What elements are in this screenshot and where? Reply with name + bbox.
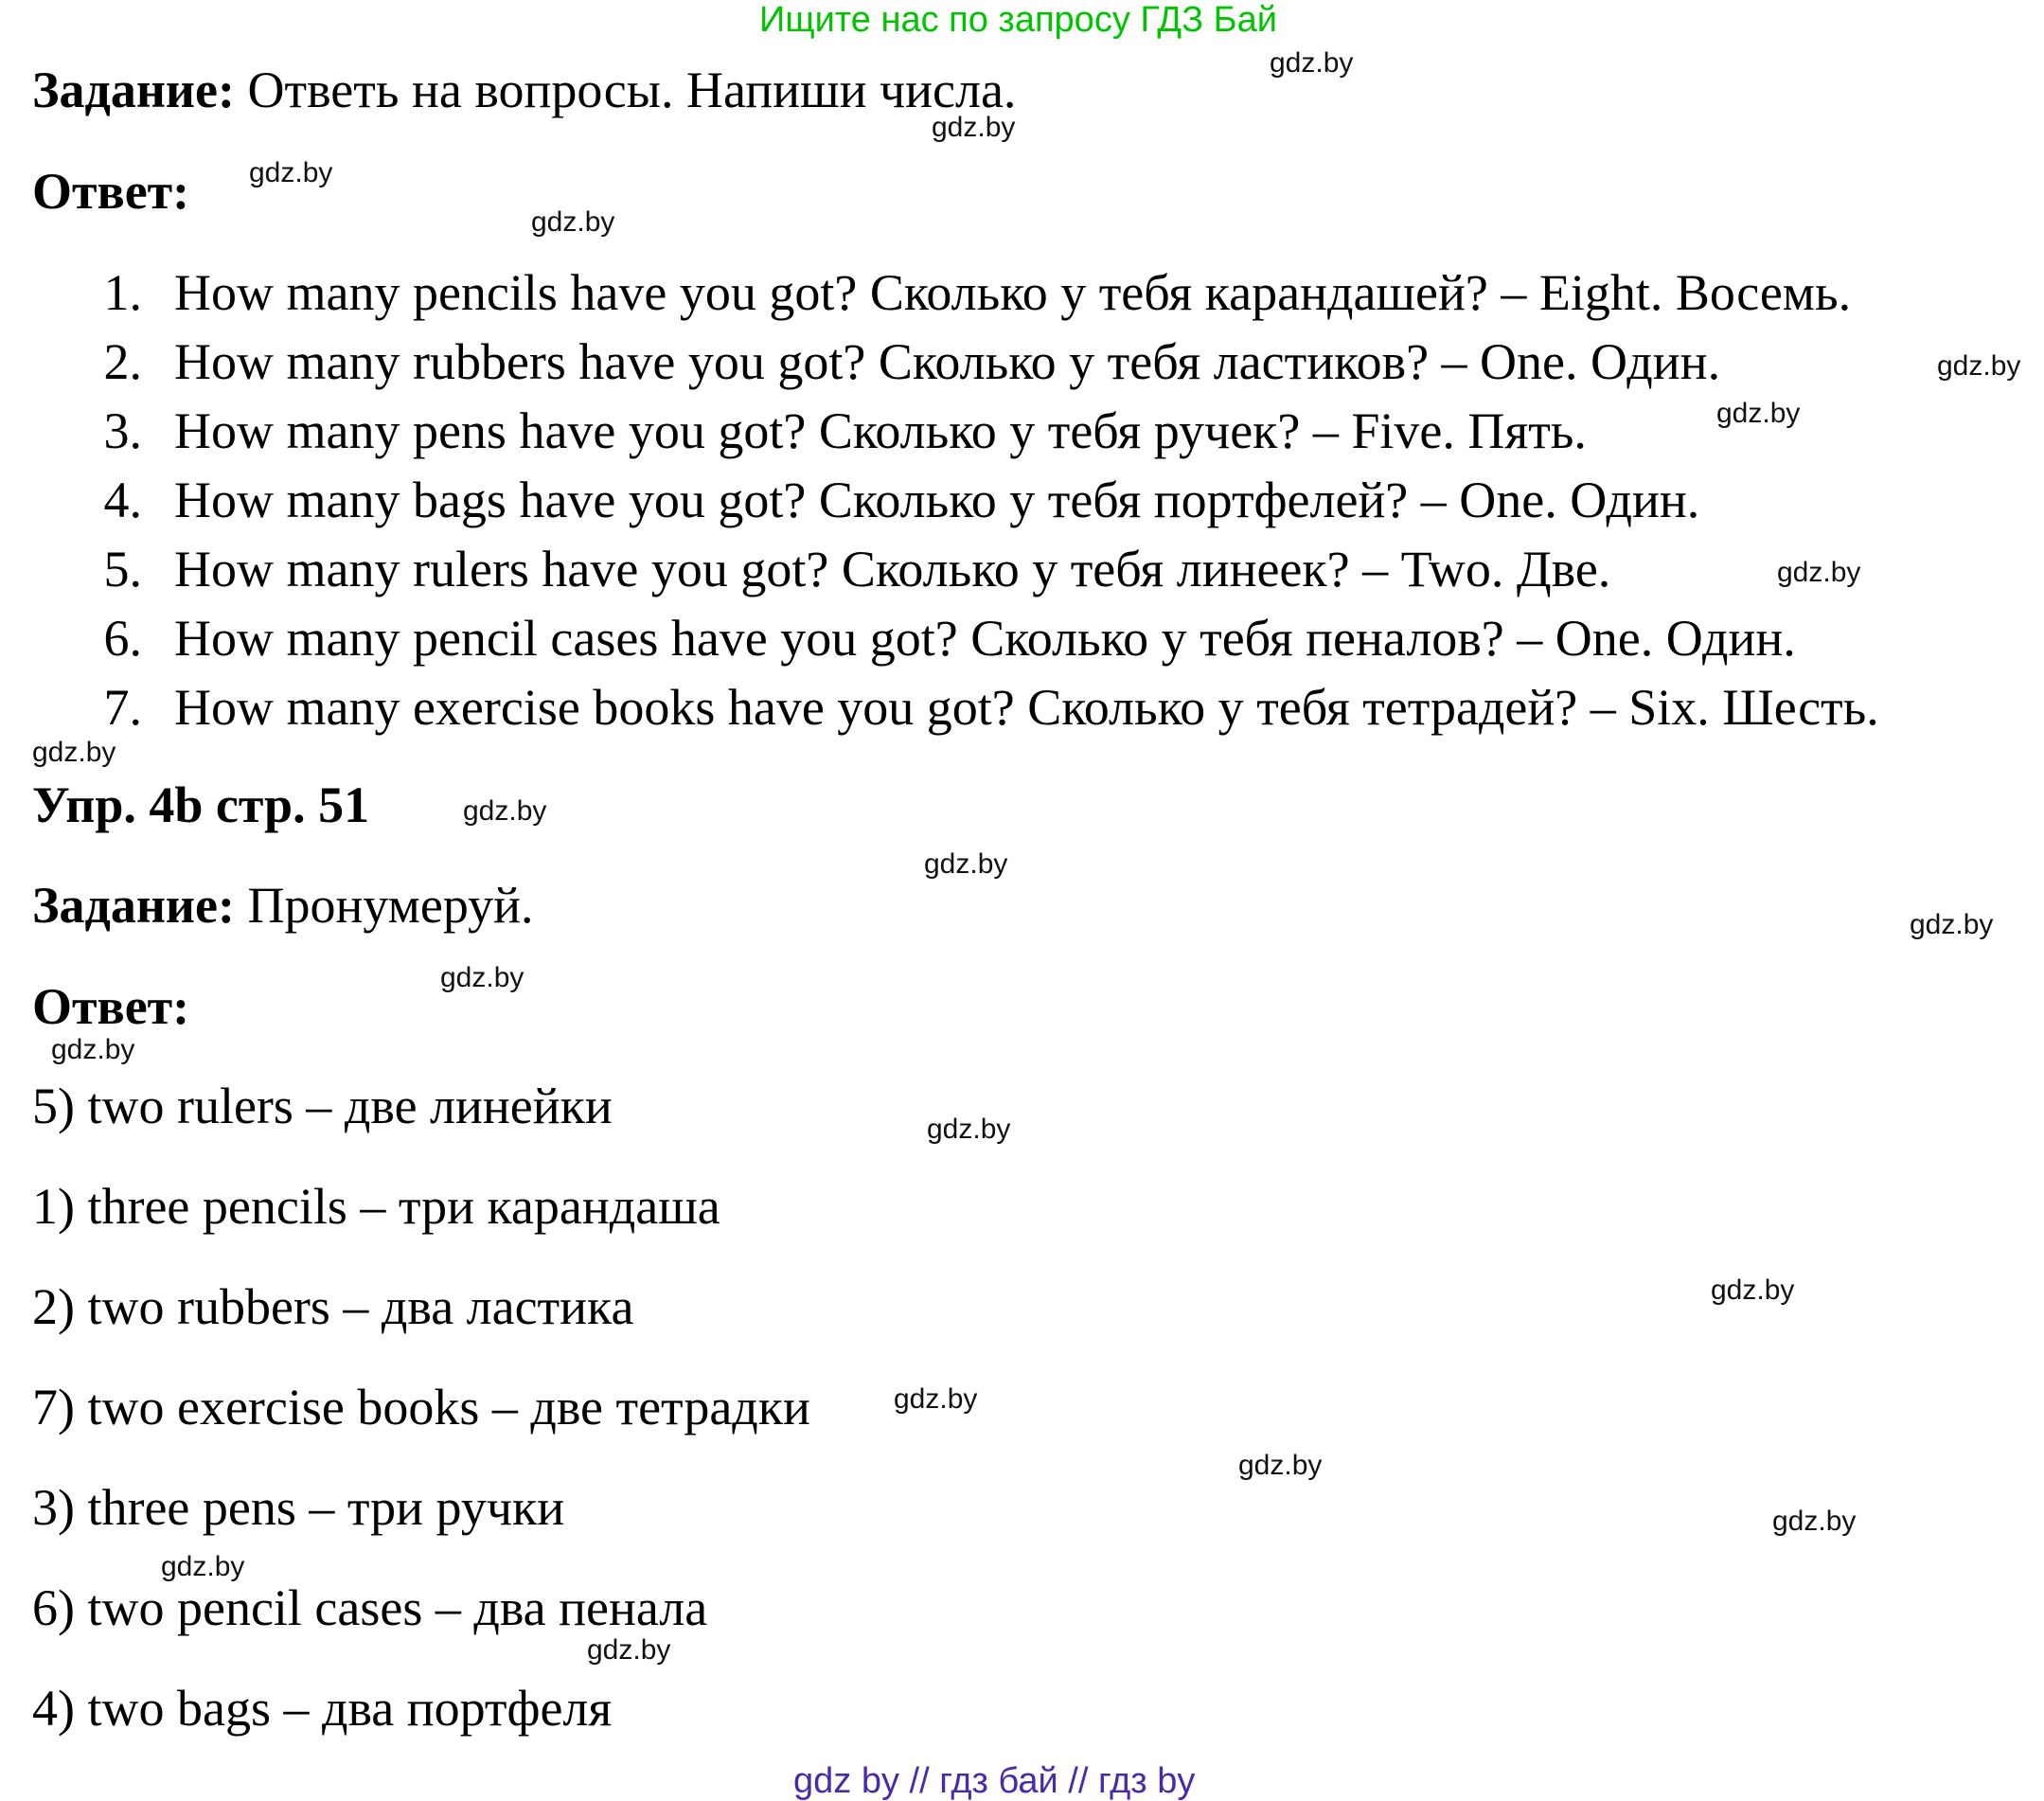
list-item: 3) three pens – три ручки: [32, 1479, 565, 1536]
list-item-text: How many rulers have you got? Сколько у тебя линеек? – Two. Две.: [174, 541, 1611, 597]
list-item: 7) two exercise books – две тетрадки: [32, 1379, 810, 1435]
list-item-number: 6.: [103, 610, 142, 667]
list-item: 6) two pencil cases – два пенала: [32, 1579, 708, 1636]
watermark: gdz.by: [894, 1383, 978, 1415]
list-item-text: How many pencil cases have you got? Сколько у тебя пеналов? – One. Один.: [174, 610, 1796, 667]
watermark: gdz.by: [249, 157, 333, 188]
list-item-number: 7.: [103, 679, 142, 736]
site-banner: Ищите нас по запросу ГДЗ Бай: [759, 0, 1277, 40]
watermark: gdz.by: [531, 206, 615, 238]
list-item-text: How many exercise books have you got? Сколько у тебя тетрадей? – Six. Шесть.: [174, 679, 1879, 736]
watermark: gdz.by: [1238, 1450, 1323, 1481]
task-2: [32, 877, 534, 934]
watermark: gdz.by: [1937, 350, 2021, 382]
list-item-text: How many rubbers have you got? Сколько у тебя ластиков? – One. Один.: [174, 333, 1721, 390]
list-item-number: 3.: [103, 402, 142, 459]
list-item-text: How many pens have you got? Сколько у тебя ручек? – Five. Пять.: [174, 402, 1587, 459]
list-item-text: How many bags have you got? Сколько у тебя портфелей? – One. Один.: [174, 472, 1700, 528]
exercise-heading: Упр. 4b стр. 51: [32, 776, 370, 833]
list-item-text: How many pencils have you got? Сколько у тебя карандашей? – Eight. Восемь.: [174, 264, 1852, 321]
task-1-text: Ответь на вопросы. Напиши числа.: [247, 62, 1017, 118]
answer-1-label: Ответ:: [32, 163, 190, 220]
list-item-number: 2.: [103, 333, 142, 390]
watermark: gdz.by: [1777, 557, 1861, 588]
watermark: gdz.by: [1270, 47, 1354, 79]
watermark: gdz.by: [1711, 1275, 1795, 1306]
watermark: gdz.by: [440, 962, 524, 993]
watermark: gdz.by: [924, 848, 1008, 880]
watermark: gdz.by: [463, 795, 547, 827]
task-2-label: Задание:: [32, 877, 235, 934]
footer-links: gdz by // гдз бай // гдз by: [793, 1761, 1196, 1801]
watermark: gdz.by: [1772, 1506, 1857, 1537]
watermark: gdz.by: [927, 1114, 1011, 1145]
watermark: gdz.by: [32, 737, 116, 768]
watermark: gdz.by: [51, 1034, 135, 1065]
task-1: [32, 64, 1016, 116]
list-item: 2) two rubbers – два ластика: [32, 1278, 634, 1335]
task-2-text: Пронумеруй.: [247, 877, 534, 934]
list-item: 4) two bags – два портфеля: [32, 1680, 613, 1737]
watermark: gdz.by: [1910, 909, 1994, 940]
watermark: gdz.by: [161, 1551, 245, 1582]
task-1-label: Задание:: [32, 62, 235, 118]
list-item-number: 4.: [103, 472, 142, 528]
list-item-number: 5.: [103, 541, 142, 597]
watermark: gdz.by: [1716, 398, 1801, 429]
answer-2-label: Ответ:: [32, 978, 190, 1035]
list-item: 1) three pencils – три карандаша: [32, 1178, 720, 1235]
watermark: gdz.by: [587, 1634, 671, 1666]
list-item-number: 1.: [103, 264, 142, 321]
list-item: 5) two rulers – две линейки: [32, 1078, 613, 1134]
watermark: gdz.by: [932, 112, 1016, 143]
